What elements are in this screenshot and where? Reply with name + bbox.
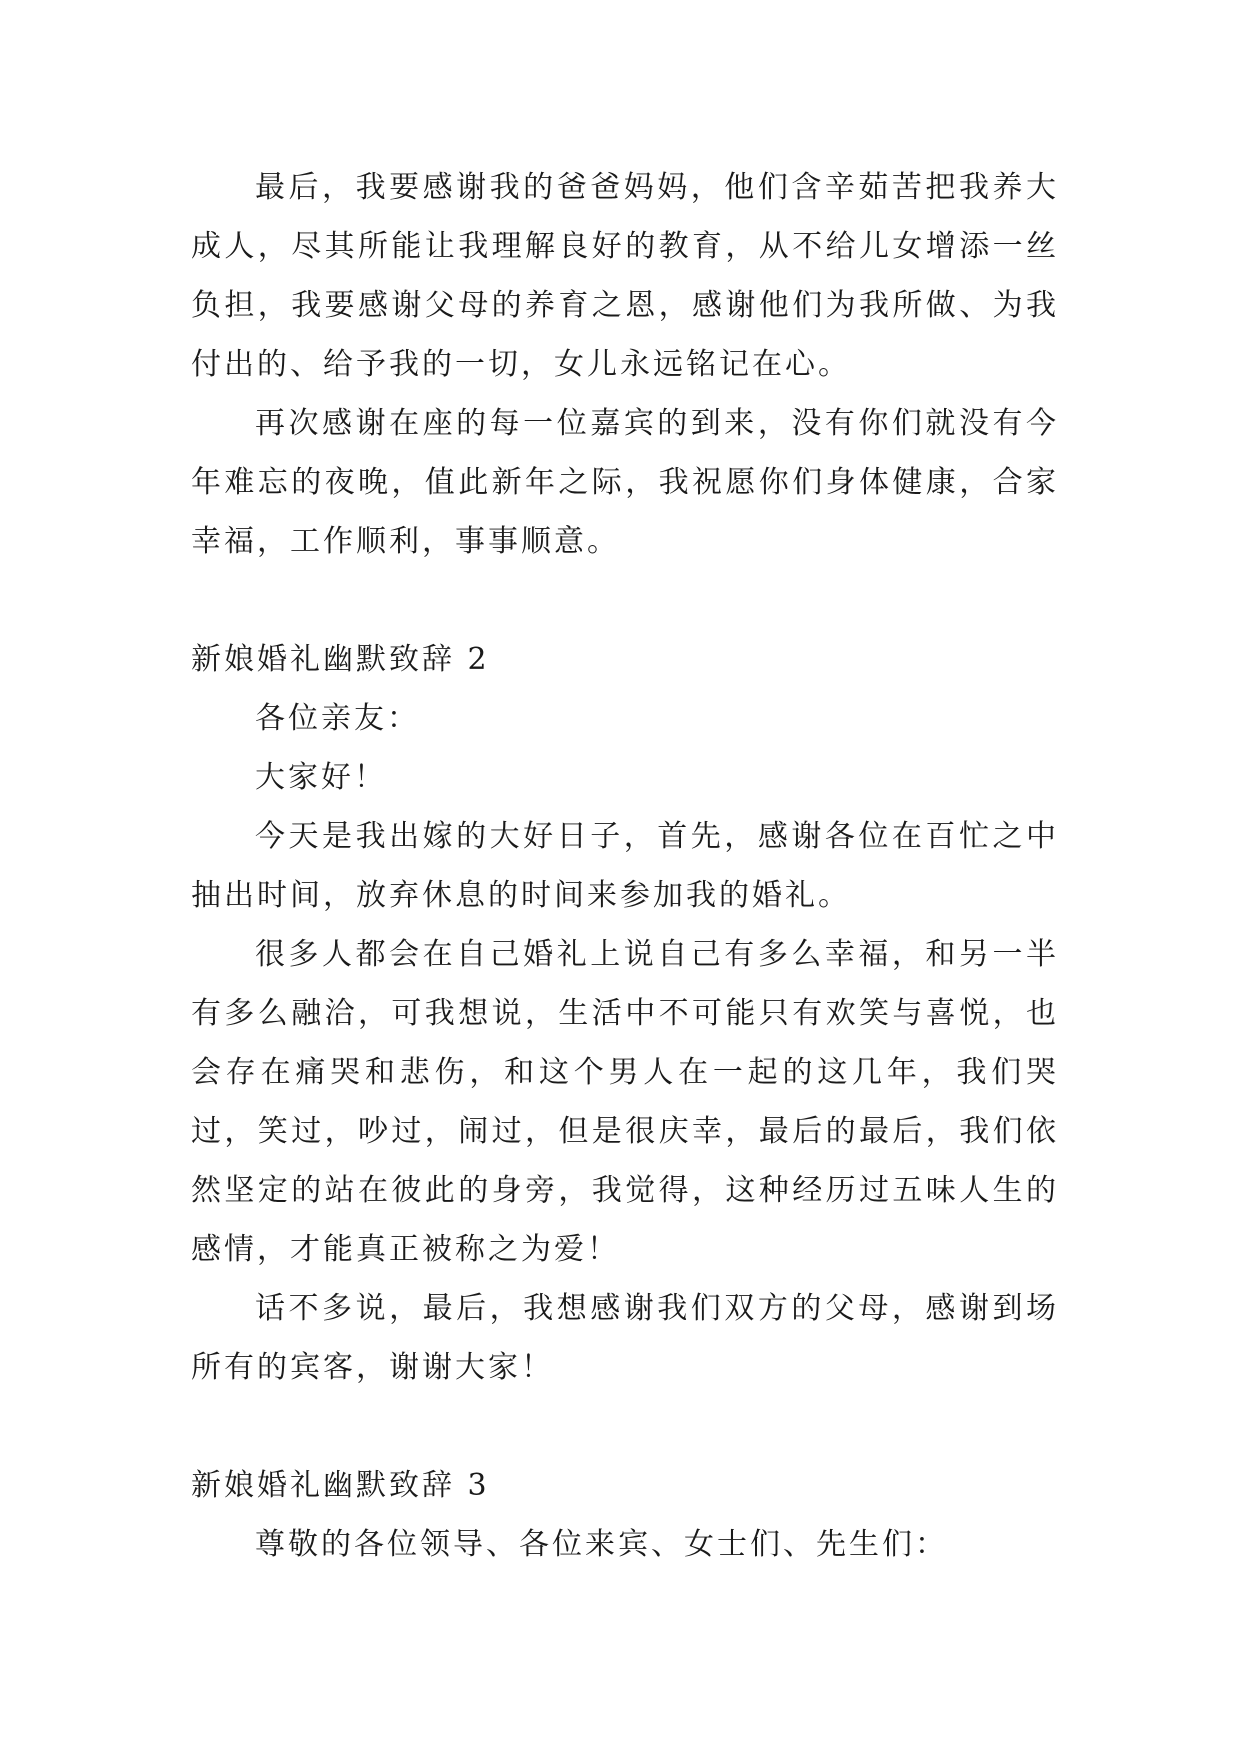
paragraph-formal-greeting: 尊敬的各位领导、各位来宾、女士们、先生们： <box>255 1527 948 1562</box>
section-title-3: 新娘婚礼幽默致辞 3 <box>191 1468 490 1503</box>
paragraph-thanks-guests: 再次感谢在座的每一位嘉宾的到来，没有你们就没有今年难忘的夜晚，值此新年之际，我祝愿你们身体健康，合家幸福，工作顺利，事事顺意。 <box>191 406 1059 559</box>
paragraph-love: 很多人都会在自己婚礼上说自己有多么幸福，和另一半有多么融洽，可我想说，生活中不可能只有欢笑与喜悦，也会存在痛哭和悲伤，和这个男人在一起的这几年，我们哭过，笑过，吵过，闹过，但是很庆幸，最后的最后，我们依然坚定的站在彼此的身旁，我觉得，这种经历过五味人生的感情，才能真正被称之为爱！ <box>191 937 1059 1267</box>
paragraph-wedding-day: 今天是我出嫁的大好日子，首先，感谢各位在百忙之中抽出时间，放弃休息的时间来参加我的婚礼。 <box>191 819 1059 913</box>
section-gap <box>191 1397 1059 1456</box>
paragraph-closing-thanks: 话不多说，最后，我想感谢我们双方的父母，感谢到场所有的宾客，谢谢大家！ <box>191 1291 1059 1385</box>
paragraph-greeting-friends: 各位亲友： <box>255 701 420 736</box>
section-gap <box>191 571 1059 630</box>
paragraph-thanks-parents: 最后，我要感谢我的爸爸妈妈，他们含辛茹苦把我养大成人，尽其所能让我理解良好的教育，从不给儿女增添一丝负担，我要感谢父母的养育之恩，感谢他们为我所做、为我付出的、给予我的一切，女儿永远铭记在心。 <box>191 170 1059 382</box>
section-title-2: 新娘婚礼幽默致辞 2 <box>191 642 490 677</box>
document-body <box>191 158 1059 1574</box>
paragraph-hello: 大家好！ <box>255 760 387 795</box>
